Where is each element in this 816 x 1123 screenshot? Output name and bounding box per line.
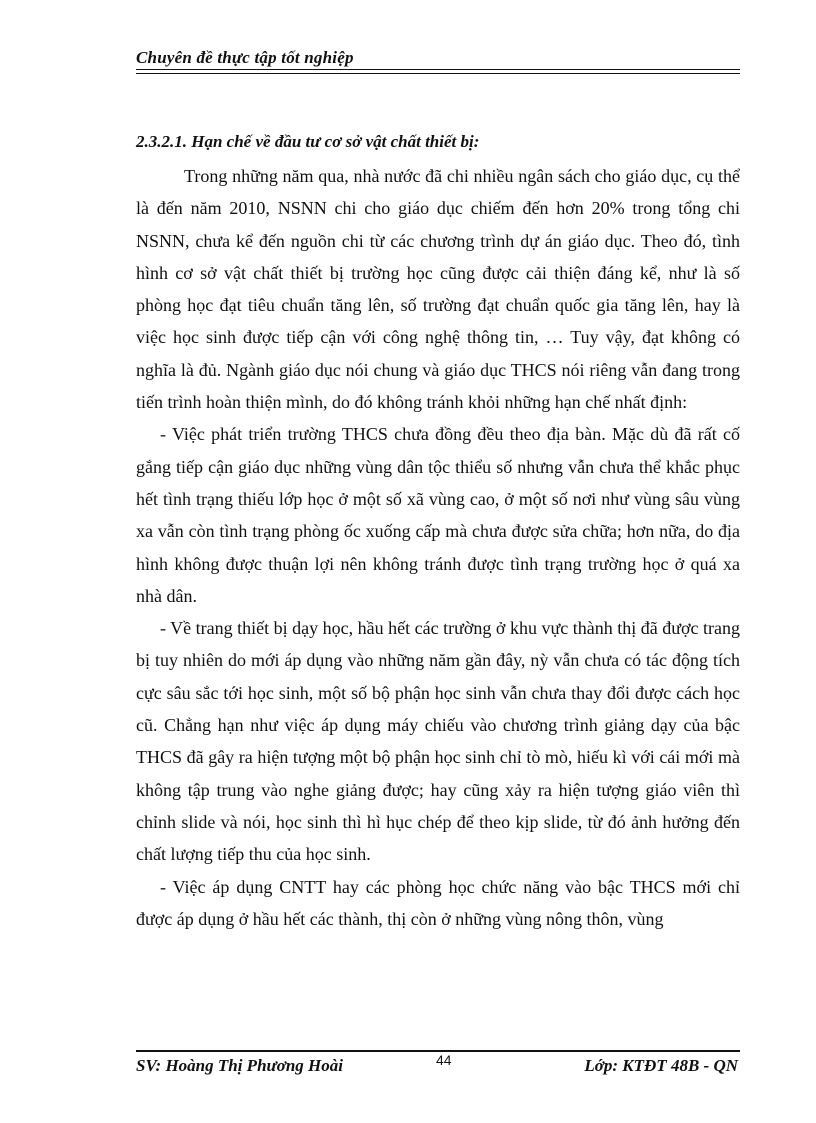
paragraph-bullet-2: - Về trang thiết bị dạy học, hầu hết các trường ở khu vực thành thị đã được trang bị tuy nhiên do mới áp dụng vào những năm gần đây, nỳ vẫn chưa có tác động tích cực sâu sắc tới học sinh, một số bộ phận học sinh vẫn chưa thay đổi được cách học cũ. Chẳng hạn như việc áp dụng máy chiếu vào chương trình giảng dạy của bậc THCS đã gây ra hiện tượng một bộ phận học sinh chỉ tò mò, hiếu kì với cái mới mà không tập trung vào nghe giảng được; hay cũng xảy ra hiện tượng giáo viên thì chỉnh slide và nói, học sinh thì hì hục chép để theo kịp slide, từ đó ảnh hưởng đến chất lượng tiếp thu của học sinh. [136, 618, 740, 865]
header-title: Chuyên đề thực tập tốt nghiệp [136, 48, 354, 67]
paragraph-bullet-1: - Việc phát triển trường THCS chưa đồng đều theo địa bàn. Mặc dù đã rất cố gắng tiếp cận giáo dục những vùng dân tộc thiểu số nhưng vẫn chưa thể khắc phục hết tình trạng thiếu lớp học ở một số xã vùng cao, ở một số nơi như vùng sâu vùng xa vẫn còn tình trạng phòng ốc xuống cấp mà chưa được sửa chữa; hơn nữa, do địa hình không được thuận lợi nên không tránh được tình trạng trường học ở quá xa nhà dân. [136, 424, 740, 606]
body-text [136, 160, 740, 935]
page-number: 44 [436, 1052, 452, 1068]
header-rule-top [136, 69, 740, 70]
paragraph-intro: Trong những năm qua, nhà nước đã chi nhiều ngân sách cho giáo dục, cụ thể là đến năm 2010, NSNN chi cho giáo dục chiếm đến hơn 20% trong tổng chi NSNN, chưa kể đến nguồn chi từ các chương trình dự án giáo dục. Theo đó, tình hình cơ sở vật chất thiết bị trường học cũng được cải thiện đáng kể, như là số phòng học đạt tiêu chuẩn tăng lên, số trường đạt chuẩn quốc gia tăng lên, hay là việc học sinh được tiếp cận với công nghệ thông tin, … Tuy vậy, đạt không có nghĩa là đủ. Ngành giáo dục nói chung và giáo dục THCS nói riêng vẫn đang trong tiến trình hoàn thiện mình, do đó không tránh khỏi những hạn chế nhất định: [136, 166, 740, 413]
header-rule-bottom [136, 73, 740, 74]
section-heading: 2.3.2.1. Hạn chế về đầu tư cơ sở vật chất thiết bị: [136, 132, 480, 151]
paragraph-bullet-3: - Việc áp dụng CNTT hay các phòng học chức năng vào bậc THCS mới chỉ được áp dụng ở hầu hết các thành, thị còn ở những vùng nông thôn, vùng [136, 876, 740, 929]
footer-student-name: SV: Hoàng Thị Phương Hoài [136, 1056, 343, 1075]
footer-class-label: Lớp: KTĐT 48B - QN [584, 1056, 738, 1075]
